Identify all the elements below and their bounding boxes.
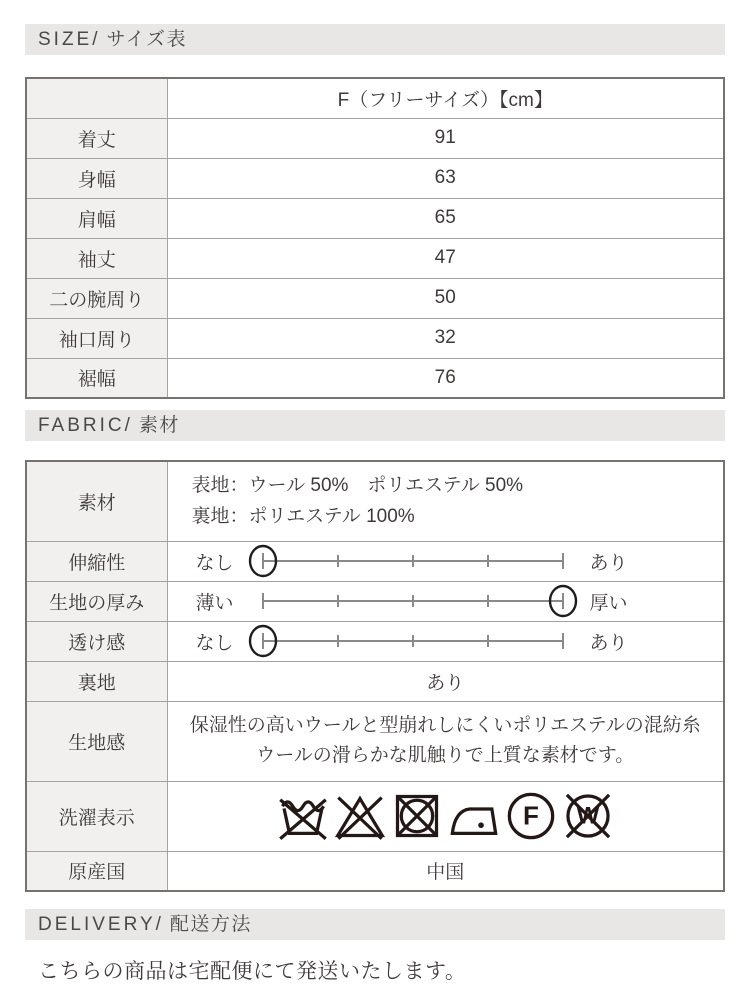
size-row-label: 着丈 <box>26 118 167 158</box>
size-row-value: 63 <box>167 158 724 198</box>
size-table-row <box>26 358 724 398</box>
size-row-label: 袖丈 <box>26 238 167 278</box>
fabric-table-row <box>26 581 724 621</box>
care-symbols-row <box>168 790 724 842</box>
fabric-row-label: 生地の厚み <box>26 581 167 621</box>
fabric-row-label: 洗濯表示 <box>26 781 167 851</box>
svg-text:W: W <box>576 802 599 830</box>
dry-clean-petroleum-F-icon <box>505 790 557 842</box>
delivery-section-heading <box>25 909 725 940</box>
size-table-row <box>26 158 724 198</box>
size-heading-ja: サイズ表 <box>106 29 187 50</box>
do-not-wash-icon <box>277 790 329 842</box>
size-row-value: 65 <box>167 198 724 238</box>
size-table-row <box>26 318 724 358</box>
size-table <box>25 77 725 399</box>
fabric-table-row <box>26 621 724 661</box>
size-header-row <box>26 78 724 118</box>
size-table-row <box>26 198 724 238</box>
fabric-table-row <box>26 661 724 701</box>
delivery-heading-en: DELIVERY/ <box>38 914 164 935</box>
fabric-row-slider <box>167 621 724 661</box>
fabric-row-label: 素材 <box>26 461 167 541</box>
size-row-label: 袖口周り <box>26 318 167 358</box>
fabric-row-value: あり <box>167 661 724 701</box>
size-row-label: 裾幅 <box>26 358 167 398</box>
fabric-row-slider <box>167 581 724 621</box>
slider-right-label: あり <box>589 552 628 574</box>
text-line: 表地：ウール 50% ポリエステル 50% <box>191 475 524 497</box>
size-row-value: 76 <box>167 358 724 398</box>
size-row-value: 47 <box>167 238 724 278</box>
iron-low-heat-icon <box>448 790 500 842</box>
size-table-row <box>26 238 724 278</box>
text-line: ウールの滑らかな肌触りで上質な素材です。 <box>256 745 635 766</box>
do-not-tumble-dry-icon <box>391 790 443 842</box>
do-not-wet-clean-icon <box>562 790 614 842</box>
size-table-row <box>26 118 724 158</box>
svg-text:F: F <box>522 800 539 831</box>
fabric-table-row <box>26 701 724 781</box>
do-not-bleach-icon <box>334 790 386 842</box>
slider-left-label: 薄い <box>195 592 234 614</box>
fabric-row-slider <box>167 541 724 581</box>
slider-right-label: 厚い <box>589 592 628 614</box>
care-symbols-cell <box>167 781 724 851</box>
delivery-heading-ja: 配送方法 <box>169 914 252 935</box>
fabric-table-row <box>26 781 724 851</box>
size-heading-en: SIZE/ <box>38 29 101 50</box>
fabric-table-row <box>26 851 724 891</box>
rating-scale <box>247 622 577 660</box>
fabric-row-label: 生地感 <box>26 701 167 781</box>
size-table-row <box>26 278 724 318</box>
size-row-label: 身幅 <box>26 158 167 198</box>
size-row-label: 二の腕周り <box>26 278 167 318</box>
fabric-row-label: 原産国 <box>26 851 167 891</box>
size-column-header: F（フリーサイズ）【cm】 <box>167 78 724 118</box>
text-line: 保湿性の高いウールと型崩れしにくいポリエステルの混紡糸 <box>189 715 701 736</box>
delivery-note: こちらの商品は宅配便にて発送いたします。 <box>38 960 467 983</box>
slider-left-label: なし <box>195 632 234 654</box>
fabric-table-body <box>26 461 724 891</box>
rating-scale <box>247 542 577 580</box>
rating-slider <box>168 542 724 580</box>
product-detail-page <box>25 0 725 985</box>
fabric-row-text <box>167 461 724 541</box>
size-table-head <box>26 78 724 118</box>
fabric-table-row <box>26 541 724 581</box>
fabric-heading-ja: 素材 <box>138 415 180 436</box>
fabric-table <box>25 460 725 892</box>
fabric-heading-en: FABRIC/ <box>38 415 133 436</box>
text-line: 裏地：ポリエステル 100% <box>191 506 415 528</box>
fabric-row-label: 伸縮性 <box>26 541 167 581</box>
size-row-value: 91 <box>167 118 724 158</box>
size-row-value: 32 <box>167 318 724 358</box>
rating-slider <box>168 582 724 620</box>
size-corner-cell <box>26 78 167 118</box>
fabric-row-value: 中国 <box>167 851 724 891</box>
rating-slider <box>168 622 724 660</box>
fabric-row-label: 裏地 <box>26 661 167 701</box>
rating-scale <box>247 582 577 620</box>
slider-left-label: なし <box>195 552 234 574</box>
slider-right-label: あり <box>589 632 628 654</box>
size-row-label: 肩幅 <box>26 198 167 238</box>
fabric-table-row <box>26 461 724 541</box>
fabric-row-text <box>167 701 724 781</box>
fabric-row-label: 透け感 <box>26 621 167 661</box>
fabric-section-heading <box>25 410 725 441</box>
size-table-body <box>26 118 724 398</box>
size-row-value: 50 <box>167 278 724 318</box>
size-section-heading <box>25 24 725 55</box>
